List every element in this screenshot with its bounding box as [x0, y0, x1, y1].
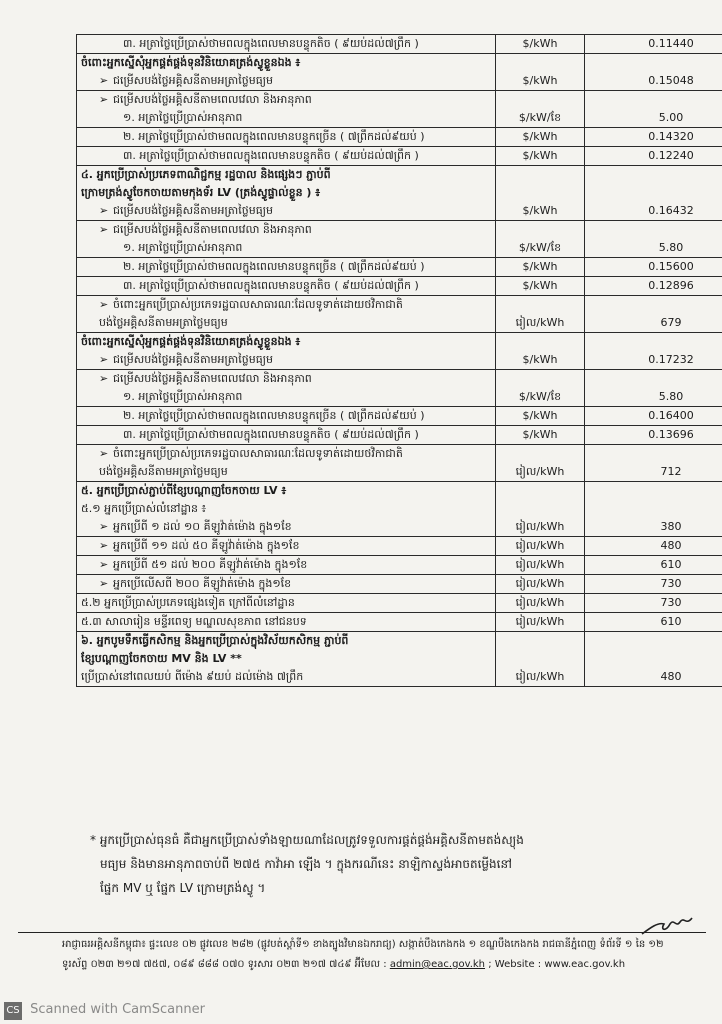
description-cell [77, 445, 496, 482]
table-row [77, 54, 722, 91]
rate-value: 5.80 [658, 241, 684, 254]
footer-address-text: អាជ្ញាធរអគ្គិសនីកម្ពុជា៖ ផ្ទះលេខ ០២ ផ្លូវលេខ ២៨២ (ផ្លូវបត់ស្តាំទី១ ខាងត្បូងវិមានឯករាជ្យ) សង្កាត់បឹងកេងកង ១ ខណ្ឌបឹងកេងកង រាជធានីភ្នំពេញ [62, 939, 597, 950]
unit-text: $/kWh [522, 130, 558, 143]
description-line [81, 668, 491, 686]
description-text: ៥.៣ សាលារៀន មន្ទីរពេទ្យ មណ្ឌលសុខភាព នៅជនបទ [81, 615, 307, 628]
page-total: ១២ [648, 939, 664, 950]
description-line [81, 537, 491, 555]
table-row [77, 537, 722, 556]
description-cell [77, 632, 496, 687]
description-text: ចំពោះអ្នកស្នើសុំអ្នកផ្គត់ផ្គង់ទុនវិនិយោគត្រង់ស្វូខ្លួនឯង ៖ [81, 56, 301, 69]
rate-value: 480 [660, 539, 682, 552]
description-line [81, 407, 491, 425]
description-text: អ្នកប្រើពី ១១ ដល់ ៥០ គីឡូវ៉ាត់ម៉ោង ក្នុង១ខែ [113, 539, 300, 552]
table-row [77, 426, 722, 445]
unit-cell [496, 537, 585, 556]
description-line [81, 221, 491, 239]
unit-cell [496, 166, 585, 221]
description-line [81, 147, 491, 165]
unit-text: រៀល/kWh [515, 670, 565, 683]
unit-cell [496, 91, 585, 128]
rate-value: 730 [660, 577, 682, 590]
description-line [81, 128, 491, 146]
unit-cell [496, 426, 585, 445]
footer-website-link[interactable]: www.eac.gov.kh [544, 959, 626, 970]
rate-value: 0.16432 [648, 204, 694, 217]
table-row [77, 575, 722, 594]
description-line [81, 166, 491, 184]
description-line [81, 314, 491, 332]
footer-address [62, 936, 664, 954]
description-text: ជម្រើសបង់ថ្លៃអគ្គិសនីតាមពេលវេលា និងអានុភាព [113, 223, 312, 236]
description-line [81, 109, 491, 127]
footer-email-link[interactable]: admin@eac.gov.kh [389, 959, 486, 970]
description-line [81, 632, 491, 650]
description-text: ៣. អត្រាថ្លៃប្រើប្រាស់ថាមពលក្នុងពេលមានបន្ទុកតិច ( ៩យប់ដល់៧ព្រឹក ) [123, 279, 419, 292]
description-cell [77, 613, 496, 632]
description-cell [77, 35, 496, 54]
description-text: ជម្រើសបង់ថ្លៃអគ្គិសនីតាមអត្រាថ្លៃមធ្យម [113, 204, 273, 217]
table-row [77, 277, 722, 296]
rate-value-cell [585, 333, 722, 370]
description-cell [77, 407, 496, 426]
rate-value-cell [585, 147, 722, 166]
description-text: ៥.១ អ្នកប្រើប្រាស់លំនៅដ្ឋាន ៖ [81, 502, 207, 515]
rate-value-cell [585, 594, 722, 613]
unit-text: $/kWh [522, 353, 558, 366]
table-row [77, 613, 722, 632]
description-text: ២. អត្រាថ្លៃប្រើប្រាស់ថាមពលក្នុងពេលមានបន្ទុកច្រើន ( ៧ព្រឹកដល់៩យប់ ) [123, 260, 425, 273]
description-line [81, 426, 491, 444]
description-line [81, 91, 491, 109]
description-text: ៤. អ្នកប្រើប្រាស់ប្រភេទពាណិជ្ជកម្ម រដ្ឋបាល និងផ្សេងៗ ភ្ជាប់ពី [81, 168, 331, 181]
rate-value-cell [585, 91, 722, 128]
description-line [81, 351, 491, 369]
arrow-bullet-icon: ➢ [99, 372, 109, 385]
unit-text: $/kWh [522, 149, 558, 162]
description-cell [77, 166, 496, 221]
unit-text: $/kWh [522, 204, 558, 217]
unit-cell [496, 556, 585, 575]
description-cell [77, 333, 496, 370]
unit-cell [496, 54, 585, 91]
table-row [77, 258, 722, 277]
description-text: ជម្រើសបង់ថ្លៃអគ្គិសនីតាមអត្រាថ្លៃមធ្យម [113, 353, 273, 366]
description-text: ប្រើប្រាស់នៅពេលយប់ ពីម៉ោង ៩យប់ ដល់ម៉ោង ៧ព្រឹក [81, 670, 304, 683]
unit-text: រៀល/kWh [515, 465, 565, 478]
rate-value-cell [585, 632, 722, 687]
table-row [77, 147, 722, 166]
description-cell [77, 296, 496, 333]
table-row [77, 632, 722, 687]
rate-value-cell [585, 128, 722, 147]
description-line [81, 370, 491, 388]
footer-phone-text: ទូរស័ព្ទ ០២៣ ២១៧ ៧៥៧, ០៨៩ ៨៨៨ ០៧០ ទូរសារ ០២៣ ២១៧ ៧៤៩ អ៊ីមែល : [62, 959, 387, 970]
unit-text: រៀល/kWh [515, 577, 565, 590]
table-row [77, 407, 722, 426]
table-row [77, 35, 722, 54]
rate-value: 0.17232 [648, 353, 694, 366]
description-text: ១. អត្រាថ្លៃប្រើប្រាស់អានុភាព [123, 111, 243, 124]
rate-value: 480 [660, 670, 682, 683]
footer-rule [18, 932, 706, 933]
description-text: ជម្រើសបង់ថ្លៃអគ្គិសនីតាមពេលវេលា និងអានុភាព [113, 372, 312, 385]
description-text: បង់ថ្លៃអគ្គិសនីតាមអត្រាថ្លៃមធ្យម [99, 316, 228, 329]
rate-value: 0.16400 [648, 409, 694, 422]
description-text: អ្នកប្រើលើសពី ២០០ គីឡូវ៉ាត់ម៉ោង ក្នុង១ខែ [113, 577, 292, 590]
unit-cell [496, 296, 585, 333]
description-cell [77, 277, 496, 296]
description-text: ខ្សែបណ្តាញចែកចាយ MV និង LV ** [81, 652, 242, 665]
rate-value: 712 [660, 465, 682, 478]
rate-value: 0.12240 [648, 149, 694, 162]
rate-value-cell [585, 296, 722, 333]
footnote-line-1: * អ្នកប្រើប្រាស់ធុនធំ គឺជាអ្នកប្រើប្រាស់ទាំងឡាយណាដែលត្រូវទទួលការផ្គត់ផ្គង់អគ្គិសនីតាមតង់ស្យុង [90, 833, 524, 847]
description-line [81, 613, 491, 631]
rate-value-cell [585, 166, 722, 221]
rate-value: 380 [660, 520, 682, 533]
description-text: ៥. អ្នកប្រើប្រាស់ភ្ជាប់ពីខ្សែបណ្តាញចែកចាយ LV ៖ [81, 484, 287, 497]
table-row [77, 296, 722, 333]
rate-value: 5.00 [658, 111, 684, 124]
rate-value-cell [585, 613, 722, 632]
unit-text: រៀល/kWh [515, 558, 565, 571]
unit-text: $/kWh [522, 428, 558, 441]
unit-cell [496, 277, 585, 296]
unit-text: រៀល/kWh [515, 539, 565, 552]
rate-value-cell [585, 277, 722, 296]
rate-value: 610 [660, 615, 682, 628]
description-line [81, 575, 491, 593]
description-text: ២. អត្រាថ្លៃប្រើប្រាស់ថាមពលក្នុងពេលមានបន្ទុកច្រើន ( ៧ព្រឹកដល់៩យប់ ) [123, 409, 425, 422]
rate-value: 0.15600 [648, 260, 694, 273]
rate-value-cell [585, 426, 722, 445]
rate-value: 610 [660, 558, 682, 571]
description-text: ចំពោះអ្នកប្រើប្រាស់ប្រភេទរដ្ឋបាលសាធារណៈដែលទូទាត់ដោយថវិកាជាតិ [113, 298, 403, 311]
arrow-bullet-icon: ➢ [99, 353, 109, 366]
description-line [81, 258, 491, 276]
description-line [81, 594, 491, 612]
rate-value: 0.13696 [648, 428, 694, 441]
unit-text: រៀល/kWh [515, 615, 565, 628]
rate-value-cell [585, 445, 722, 482]
arrow-bullet-icon: ➢ [99, 577, 109, 590]
rate-value: 0.11440 [648, 37, 694, 50]
description-text: ជម្រើសបង់ថ្លៃអគ្គិសនីតាមអត្រាថ្លៃមធ្យម [113, 74, 273, 87]
rate-value: 0.12896 [648, 279, 694, 292]
table-row [77, 556, 722, 575]
page-label: ទំព័រទី [599, 939, 622, 950]
unit-cell [496, 128, 585, 147]
footer-website-label: ; Website : [488, 959, 542, 970]
description-cell [77, 537, 496, 556]
unit-cell [496, 35, 585, 54]
table-row [77, 370, 722, 407]
description-line [81, 296, 491, 314]
unit-text: $/kW/ខែ [518, 241, 562, 254]
description-cell [77, 426, 496, 445]
description-cell [77, 482, 496, 537]
arrow-bullet-icon: ➢ [99, 447, 109, 460]
description-cell [77, 128, 496, 147]
description-text: ៣. អត្រាថ្លៃប្រើប្រាស់ថាមពលក្នុងពេលមានបន្ទុកតិច ( ៩យប់ដល់៧ព្រឹក ) [123, 428, 419, 441]
description-line [81, 482, 491, 500]
unit-cell [496, 575, 585, 594]
description-text: ៣. អត្រាថ្លៃប្រើប្រាស់ថាមពលក្នុងពេលមានបន្ទុកតិច ( ៩យប់ដល់៧ព្រឹក ) [123, 149, 419, 162]
arrow-bullet-icon: ➢ [99, 298, 109, 311]
rate-value-cell [585, 370, 722, 407]
arrow-bullet-icon: ➢ [99, 74, 109, 87]
camscanner-logo-icon: CS [4, 1002, 22, 1020]
description-line [81, 54, 491, 72]
table-row [77, 482, 722, 537]
description-line [81, 518, 491, 536]
unit-cell [496, 632, 585, 687]
description-text: ២. អត្រាថ្លៃប្រើប្រាស់ថាមពលក្នុងពេលមានបន្ទុកច្រើន ( ៧ព្រឹកដល់៩យប់ ) [123, 130, 425, 143]
rate-value-cell [585, 575, 722, 594]
footnote [90, 828, 700, 900]
description-cell [77, 147, 496, 166]
table-row [77, 333, 722, 370]
arrow-bullet-icon: ➢ [99, 204, 109, 217]
page-of-label: នៃ [635, 939, 646, 950]
rate-value: 0.15048 [648, 74, 694, 87]
page-number: ១ [624, 939, 633, 950]
description-cell [77, 370, 496, 407]
unit-text: រៀល/kWh [515, 520, 565, 533]
unit-text: $/kW/ខែ [518, 390, 562, 403]
description-cell [77, 54, 496, 91]
table-row [77, 128, 722, 147]
unit-cell [496, 221, 585, 258]
description-text: ក្រោមត្រង់ស្វូចែកចាយតាមកុងទ័រ LV (ត្រង់ស្វូផ្ទាល់ខ្លួន ) ៖ [81, 186, 321, 199]
description-line [81, 333, 491, 351]
description-line [81, 184, 491, 202]
tariff-table [76, 34, 722, 687]
description-line [81, 239, 491, 257]
unit-cell [496, 147, 585, 166]
unit-text: រៀល/kWh [515, 596, 565, 609]
unit-cell [496, 258, 585, 277]
description-text: ជម្រើសបង់ថ្លៃអគ្គិសនីតាមពេលវេលា និងអានុភាព [113, 93, 312, 106]
description-text: ចំពោះអ្នកប្រើប្រាស់ប្រភេទរដ្ឋបាលសាធារណៈដែលទូទាត់ដោយថវិកាជាតិ [113, 447, 403, 460]
table-row [77, 91, 722, 128]
arrow-bullet-icon: ➢ [99, 93, 109, 106]
rate-value-cell [585, 54, 722, 91]
description-text: ៣. អត្រាថ្លៃប្រើប្រាស់ថាមពលក្នុងពេលមានបន្ទុកតិច ( ៩យប់ដល់៧ព្រឹក ) [123, 37, 419, 50]
description-text: ៦. អ្នកបូមទឹកធ្វើកសិកម្ម និងអ្នកប្រើប្រាស់ក្នុងវិស័យកសិកម្ម ភ្ជាប់ពី [81, 634, 349, 647]
description-text: ១. អត្រាថ្លៃប្រើប្រាស់អានុភាព [123, 390, 243, 403]
rate-value: 679 [660, 316, 682, 329]
description-text: បង់ថ្លៃអគ្គិសនីតាមអត្រាថ្លៃមធ្យម [99, 465, 228, 478]
unit-text: $/kWh [522, 409, 558, 422]
unit-cell [496, 445, 585, 482]
description-text: ១. អត្រាថ្លៃប្រើប្រាស់អានុភាព [123, 241, 243, 254]
tariff-table-body [77, 35, 722, 687]
description-cell [77, 258, 496, 277]
arrow-bullet-icon: ➢ [99, 520, 109, 533]
rate-value-cell [585, 537, 722, 556]
rate-value-cell [585, 258, 722, 277]
description-text: អ្នកប្រើពី ៥១ ដល់ ២០០ គីឡូវ៉ាត់ម៉ោង ក្នុង១ខែ [113, 558, 308, 571]
rate-value-cell [585, 556, 722, 575]
rate-value-cell [585, 221, 722, 258]
rate-value: 730 [660, 596, 682, 609]
description-text: ៥.២ អ្នកប្រើប្រាស់ប្រភេទផ្សេងទៀត ក្រៅពីលំនៅដ្ឋាន [81, 596, 295, 609]
rate-value: 5.80 [658, 390, 684, 403]
table-row [77, 445, 722, 482]
scanner-watermark [4, 1002, 205, 1020]
watermark-text: Scanned with CamScanner [30, 1002, 205, 1017]
footnote-line-3: ផ្នែក MV ឬ ផ្នែក LV ក្រោមត្រង់ស្វូ ។ [100, 881, 266, 895]
description-line [81, 500, 491, 518]
description-line [81, 277, 491, 295]
rate-value-cell [585, 35, 722, 54]
unit-cell [496, 370, 585, 407]
footnote-line-2: មធ្យម និងមានអានុភាពចាប់ពី ២៧៥ កាវ៉ាអា ឡើង ។ ក្នុងករណីនេះ នាឡិកាស្ទង់អាចតម្លើងនៅ [100, 857, 512, 871]
unit-text: $/kWh [522, 279, 558, 292]
description-line [81, 650, 491, 668]
description-line [81, 445, 491, 463]
rate-value: 0.14320 [648, 130, 694, 143]
rate-value-cell [585, 407, 722, 426]
unit-text: $/kWh [522, 74, 558, 87]
footer-contacts [62, 956, 625, 974]
description-line [81, 388, 491, 406]
description-cell [77, 221, 496, 258]
description-line [81, 556, 491, 574]
arrow-bullet-icon: ➢ [99, 558, 109, 571]
unit-text: $/kWh [522, 260, 558, 273]
unit-cell [496, 613, 585, 632]
description-text: អ្នកប្រើពី ១ ដល់ ១០ គីឡូវ៉ាត់ម៉ោង ក្នុង១ខែ [113, 520, 292, 533]
table-row [77, 166, 722, 221]
description-text: ចំពោះអ្នកស្នើសុំអ្នកផ្គត់ផ្គង់ទុនវិនិយោគត្រង់ស្វូខ្លួនឯង ៖ [81, 335, 301, 348]
description-line [81, 202, 491, 220]
arrow-bullet-icon: ➢ [99, 539, 109, 552]
description-line [81, 72, 491, 90]
rate-value-cell [585, 482, 722, 537]
unit-cell [496, 594, 585, 613]
arrow-bullet-icon: ➢ [99, 223, 109, 236]
unit-cell [496, 407, 585, 426]
description-cell [77, 575, 496, 594]
description-line [81, 35, 491, 53]
description-cell [77, 594, 496, 613]
description-line [81, 463, 491, 481]
unit-text: $/kW/ខែ [518, 111, 562, 124]
table-row [77, 594, 722, 613]
table-row [77, 221, 722, 258]
description-cell [77, 91, 496, 128]
unit-cell [496, 333, 585, 370]
unit-text: រៀល/kWh [515, 316, 565, 329]
unit-cell [496, 482, 585, 537]
description-cell [77, 556, 496, 575]
unit-text: $/kWh [522, 37, 558, 50]
